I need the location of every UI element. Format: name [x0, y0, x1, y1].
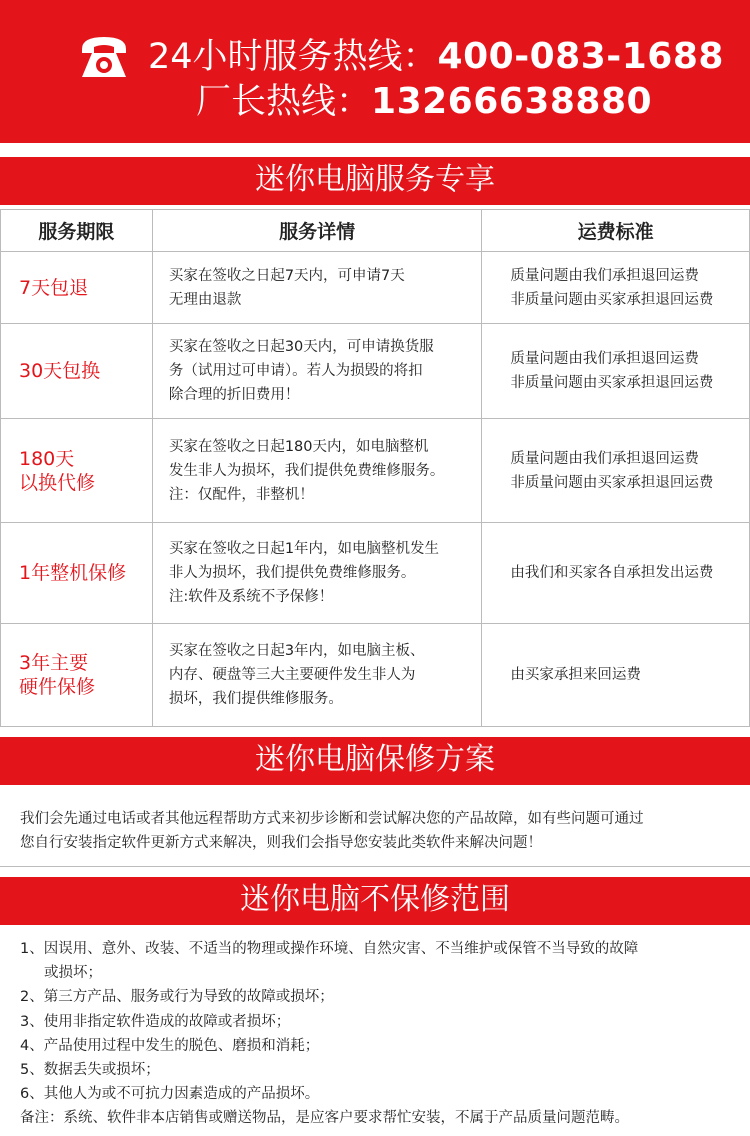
details-line: 无理由退款	[168, 291, 242, 308]
list-item: 5、数据丢失或损坏；	[20, 1062, 160, 1079]
list-item: 4、产品使用过程中发生的脱色、磨损和消耗；	[20, 1037, 320, 1054]
service-hotline-label: 24小时服务热线：	[148, 37, 438, 77]
shipping-cell	[482, 419, 750, 523]
period-cell	[1, 324, 153, 419]
period-line: 1年整机保修	[19, 562, 127, 584]
warranty-line: 我们会先通过电话或者其他远程帮助方式来初步诊断和尝试解决您的产品故障，如有些问题可通过	[20, 811, 644, 827]
list-item: 2、第三方产品、服务或行为导致的故障或损坏；	[20, 989, 334, 1006]
shipping-line: 质量问题由我们承担退回运费	[510, 351, 699, 367]
table-row	[1, 624, 750, 727]
shipping-line: 质量问题由我们承担退回运费	[510, 267, 699, 284]
warranty-description	[20, 807, 735, 855]
phone-icon	[78, 33, 130, 81]
shipping-line: 非质量问题由买家承担退回运费	[510, 375, 714, 391]
list-item: 6、其他人为或不可抗力因素造成的产品损坏。	[20, 1086, 320, 1103]
details-line: 发生非人为损坏，我们提供免费维修服务。	[168, 462, 445, 479]
details-line: 注：仅配件，非整机！	[168, 486, 314, 503]
details-line: 买家在签收之日起7天内，可申请7天	[168, 267, 405, 284]
factory-hotline	[196, 77, 652, 127]
column-header: 服务期限	[1, 210, 153, 252]
details-line: 内存、硬盘等三大主要硬件发生非人为	[168, 667, 416, 683]
list-item: 或损坏；	[44, 965, 102, 982]
column-header: 运费标准	[482, 210, 750, 252]
table-row	[1, 324, 750, 419]
exclusion-list	[20, 937, 735, 1131]
warranty-section-title: 迷你电脑保修方案	[0, 737, 750, 783]
hotline-header	[0, 0, 750, 143]
period-line: 以换代修	[19, 471, 96, 494]
remark: 备注：系统、软件非本店销售或赠送物品，是应客户要求帮忙安装，不属于产品质量问题范畴。	[20, 1110, 629, 1127]
details-line: 买家在签收之日起3年内，如电脑主板、	[168, 643, 425, 659]
table-row	[1, 419, 750, 523]
details-line: 买家在签收之日起30天内，可申请换货服	[168, 339, 434, 355]
period-line: 180天	[19, 447, 75, 470]
period-line: 3年主要	[19, 652, 89, 674]
period-cell	[1, 523, 153, 624]
divider	[0, 203, 750, 205]
exclusion-section-title: 迷你电脑不保修范围	[0, 877, 750, 923]
details-line: 除合理的折旧费用！	[168, 387, 300, 403]
details-cell	[152, 252, 482, 324]
divider	[0, 783, 750, 785]
list-item: 1、因误用、意外、改装、不适当的物理或操作环境、自然灾害、不当维护或保管不当导致的故障	[20, 941, 639, 957]
shipping-cell	[482, 624, 750, 727]
divider	[0, 866, 750, 867]
list-item: 3、使用非指定软件造成的故障或者损坏；	[20, 1013, 291, 1030]
period-line: 7天包退	[19, 276, 89, 299]
factory-hotline-label: 厂长热线：	[196, 82, 372, 122]
period-cell	[1, 419, 153, 523]
shipping-line: 由买家承担来回运费	[510, 667, 641, 683]
details-cell	[152, 324, 482, 419]
shipping-line: 非质量问题由买家承担退回运费	[510, 291, 714, 308]
details-line: 非人为损坏，我们提供免费维修服务。	[168, 565, 416, 581]
warranty-line: 您自行安装指定软件更新方式来解决，则我们会指导您安装此类软件来解决问题！	[20, 835, 542, 851]
divider	[0, 923, 750, 925]
shipping-line: 由我们和买家各自承担发出运费	[510, 565, 714, 581]
table-row	[1, 523, 750, 624]
period-cell	[1, 624, 153, 727]
shipping-cell	[482, 324, 750, 419]
shipping-line: 非质量问题由买家承担退回运费	[510, 474, 714, 491]
shipping-cell	[482, 523, 750, 624]
details-line: 买家在签收之日起180天内，如电脑整机	[168, 438, 429, 455]
table-header-row	[1, 210, 750, 252]
details-cell	[152, 624, 482, 727]
details-cell	[152, 419, 482, 523]
table-row	[1, 252, 750, 324]
period-line: 30天包换	[19, 360, 101, 382]
details-line: 务（试用过可申请）。若人为损毁的将扣	[168, 363, 423, 379]
details-cell	[152, 523, 482, 624]
shipping-line: 质量问题由我们承担退回运费	[510, 450, 699, 467]
service-hotline-number[interactable]: 400-083-1688	[437, 36, 724, 77]
details-line: 买家在签收之日起1年内，如电脑整机发生	[168, 541, 440, 557]
details-line: 注:软件及系统不予保修！	[168, 589, 334, 605]
factory-hotline-number[interactable]: 13266638880	[371, 81, 653, 122]
service-hotline	[148, 32, 724, 82]
service-section-title: 迷你电脑服务专享	[0, 157, 750, 203]
column-header: 服务详情	[152, 210, 482, 252]
service-table	[0, 209, 750, 727]
period-cell	[1, 252, 153, 324]
shipping-cell	[482, 252, 750, 324]
details-line: 损坏，我们提供维修服务。	[168, 691, 343, 707]
period-line: 硬件保修	[19, 676, 96, 698]
